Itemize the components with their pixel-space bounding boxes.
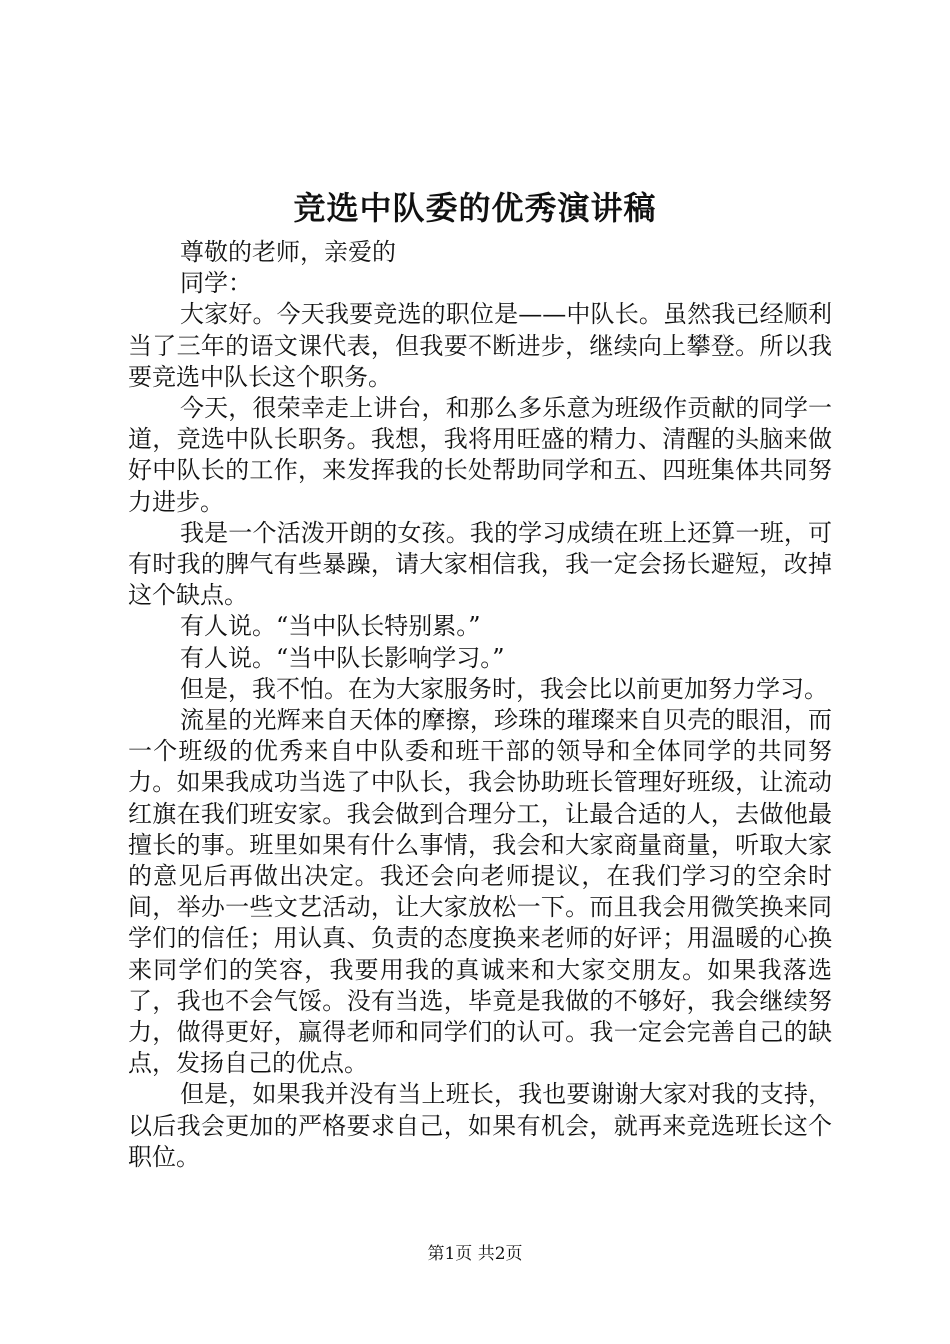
paragraph-closing: 但是，如果我并没有当上班长，我也要谢谢大家对我的支持，以后我会更加的严格要求自己，如果有机会，就再来竞选班长这个职位。 xyxy=(128,1080,832,1171)
paragraph-self: 我是一个活泼开朗的女孩。我的学习成绩在班上还算一班，可有时我的脾气有些暴躁，请大家相信我，我一定会扬长避短，改掉这个缺点。 xyxy=(128,518,832,610)
document-title: 竞选中队委的优秀演讲稿 xyxy=(293,189,657,227)
page-number: 第1页 共2页 xyxy=(427,1244,523,1264)
paragraph-today: 今天，很荣幸走上讲台，和那么多乐意为班级作贡献的同学一道，竞选中队长职务。我想，我将用旺盛的精力、清醒的头脑来做好中队长的工作，来发挥我的长处帮助同学和五、四班集体共同努力进步。 xyxy=(128,394,832,516)
paragraph-main: 流星的光辉来自天体的摩擦，珍珠的璀璨来自贝壳的眼泪，而一个班级的优秀来自中队委和班干部的领导和全体同学的共同努力。如果我成功当选了中队长，我会协助班长管理好班级，让流动红旗在我们班安家。我会做到合理分工，让最合适的人，去做他最擅长的事。班里如果有什么事情，我会和大家商量商量，听取大家的意见后再做出决定。我还会向老师提议，在我们学习的空余时间，举办一些文艺活动，让大家放松一下。而且我会用微笑换来同学们的信任；用认真、负责的态度换来老师的好评；用温暖的心换来同学们的笑容，我要用我的真诚来和大家交朋友。如果我落选了，我也不会气馁。没有当选，毕竟是我做的不够好，我会继续努力，做得更好，赢得老师和同学们的认可。我一定会完善自己的缺点，发扬自己的优点。 xyxy=(128,706,832,1078)
paragraph-quote-2: 有人说。“当中队长影响学习。” xyxy=(180,643,505,672)
paragraph-quote-1: 有人说。“当中队长特别累。” xyxy=(180,612,481,641)
document-body xyxy=(128,237,832,1173)
paragraph-not-afraid: 但是，我不怕。在为大家服务时，我会比以前更加努力学习。 xyxy=(180,674,828,703)
paragraph-intro: 大家好。今天我要竞选的职位是——中队长。虽然我已经顺利当了三年的语文课代表，但我要不断进步，继续向上攀登。所以我要竞选中队长这个职务。 xyxy=(128,300,832,391)
salutation-line-1: 尊敬的老师，亲爱的 xyxy=(180,238,396,266)
salutation-line-2: 同学： xyxy=(180,269,252,298)
